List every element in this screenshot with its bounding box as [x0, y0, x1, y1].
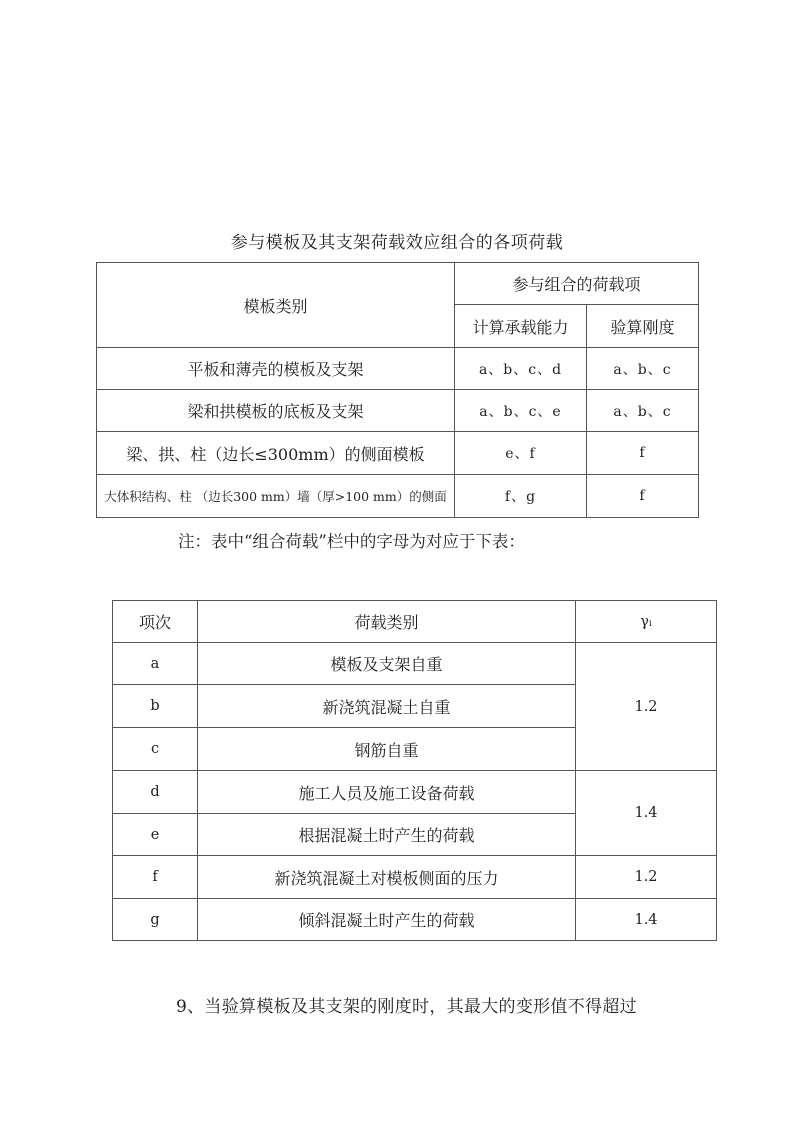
table-row [97, 348, 699, 390]
table-row [113, 856, 717, 899]
header-gamma: γᵢ [576, 601, 717, 643]
row-item: c [113, 728, 198, 771]
paragraph-item-9: 9、当验算模板及其支架的刚度时，其最大的变形值不得超过 [176, 997, 637, 1017]
row-capacity: a、b、c、d [455, 348, 587, 390]
row-capacity: e、f [455, 432, 587, 475]
header-formwork-category: 模板类别 [97, 263, 455, 348]
table-row [97, 432, 699, 475]
table-row [97, 475, 699, 518]
row-capacity: a、b、c、e [455, 390, 587, 432]
row-load-category: 倾斜混凝土时产生的荷载 [198, 899, 576, 941]
gamma-value: 1.4 [576, 771, 717, 856]
gamma-value: 1.4 [576, 899, 717, 941]
row-item: e [113, 814, 198, 856]
gamma-value: 1.2 [576, 643, 717, 771]
row-stiffness: f [587, 432, 699, 475]
row-load-category: 新浇筑混凝土自重 [198, 685, 576, 728]
header-combination-group: 参与组合的荷载项 [455, 263, 699, 305]
row-load-category: 施工人员及施工设备荷载 [198, 771, 576, 814]
row-item: b [113, 685, 198, 728]
row-category: 梁、拱、柱（边长≤300mm）的侧面模板 [97, 432, 455, 475]
row-stiffness: f [587, 475, 699, 518]
row-stiffness: a、b、c [587, 390, 699, 432]
table1-caption: 参与模板及其支架荷载效应组合的各项荷载 [230, 233, 564, 253]
row-item: d [113, 771, 198, 814]
row-stiffness: a、b、c [587, 348, 699, 390]
row-load-category: 根据混凝土时产生的荷载 [198, 814, 576, 856]
header-item: 项次 [113, 601, 198, 643]
table-row [113, 643, 717, 685]
table-note: 注：表中“组合荷载”栏中的字母为对应于下表： [178, 532, 525, 551]
row-load-category: 模板及支架自重 [198, 643, 576, 685]
row-item: f [113, 856, 198, 899]
row-category: 大体积结构、柱 （边长300 mm）墙（厚>100 mm）的侧面 [97, 475, 455, 518]
header-capacity: 计算承载能力 [455, 305, 587, 348]
table-row [113, 771, 717, 814]
table-row [97, 390, 699, 432]
gamma-value: 1.2 [576, 856, 717, 899]
row-category: 平板和薄壳的模板及支架 [97, 348, 455, 390]
row-load-category: 钢筋自重 [198, 728, 576, 771]
header-load-category: 荷载类别 [198, 601, 576, 643]
row-item: a [113, 643, 198, 685]
header-stiffness: 验算刚度 [587, 305, 699, 348]
load-combination-table [96, 262, 699, 518]
table-row [113, 899, 717, 941]
row-item: g [113, 899, 198, 941]
load-item-table [112, 600, 717, 941]
row-load-category: 新浇筑混凝土对模板侧面的压力 [198, 856, 576, 899]
row-capacity: f、g [455, 475, 587, 518]
row-category: 梁和拱模板的底板及支架 [97, 390, 455, 432]
